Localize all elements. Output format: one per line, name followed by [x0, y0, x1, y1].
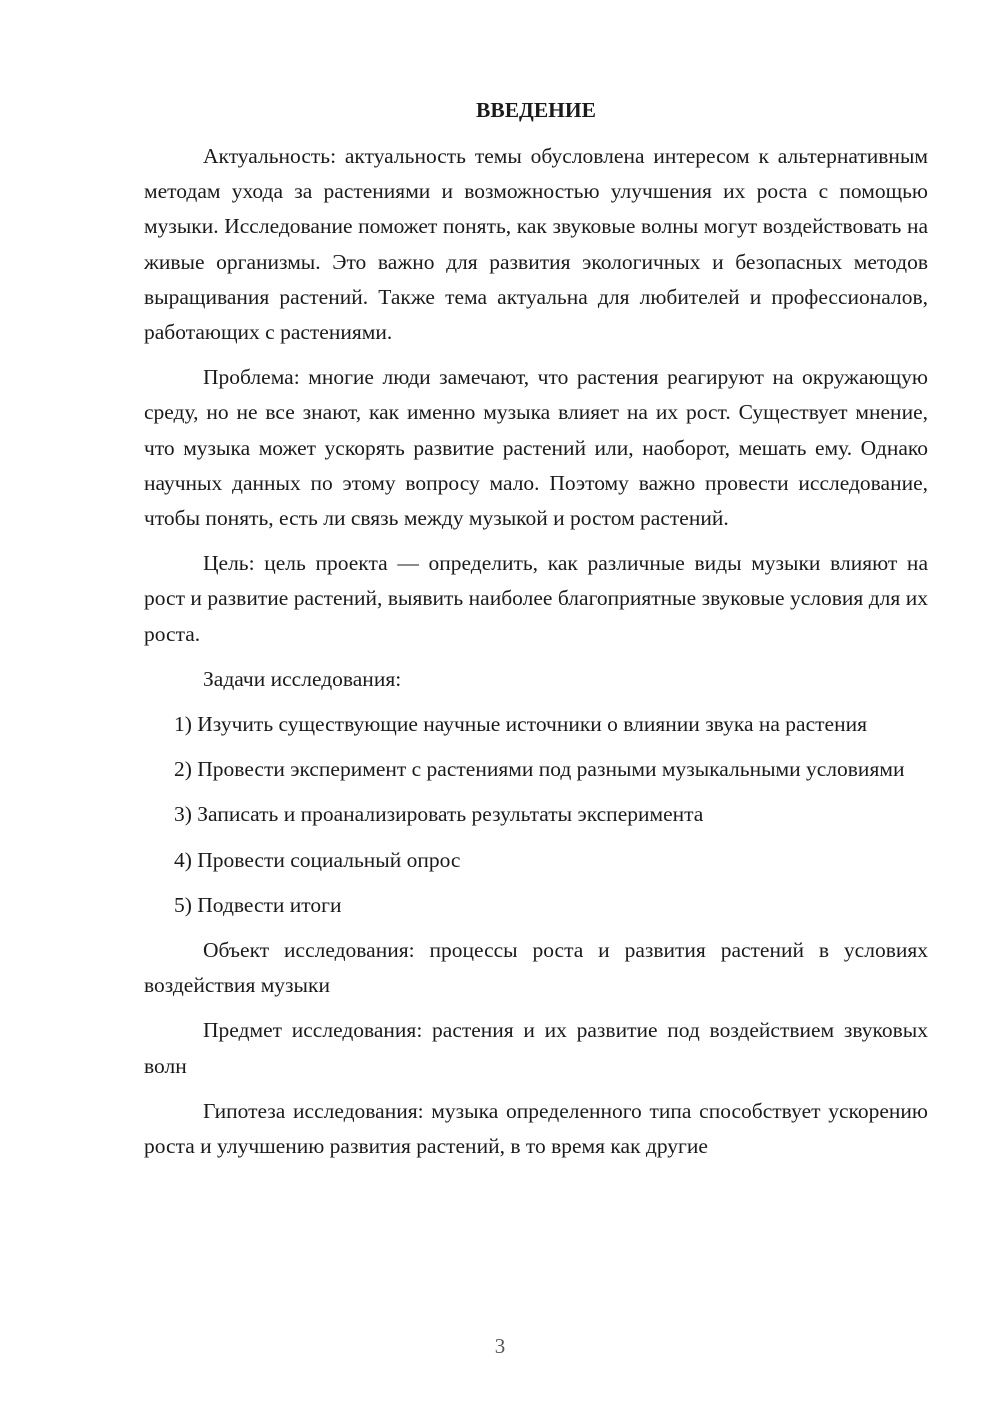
- task-item-1: 1) Изучить существующие научные источники о влиянии звука на растения: [174, 712, 867, 737]
- tasks-heading: Задачи исследования:: [203, 666, 402, 691]
- problem-paragraph: Проблема: многие люди замечают, что растения реагируют на окружающую среду, но не все знают, как именно музыка влияет на их рост. Существует мнение, что музыка может ускорять развитие растений или, наоборот, мешать ему. Однако научных данных по этому вопросу мало. Поэтому важно провести исследование, чтобы понять, есть ли связь между музыкой и ростом растений.: [144, 365, 928, 531]
- hypothesis-paragraph: Гипотеза исследования: музыка определенного типа способствует ускорению роста и улучшению развития растений, в то время как другие: [144, 1098, 928, 1159]
- section-title: ВВЕДЕНИЕ: [476, 98, 596, 122]
- task-item-4: 4) Провести социальный опрос: [174, 847, 461, 872]
- task-item-5: 5) Подвести итоги: [174, 892, 342, 917]
- page-number: 3: [494, 1334, 506, 1358]
- subject-paragraph: Предмет исследования: растения и их развитие под воздействием звуковых волн: [144, 1018, 928, 1078]
- object-paragraph: Объект исследования: процессы роста и развития растений в условиях воздействия музыки: [144, 938, 928, 998]
- task-item-3: 3) Записать и проанализировать результаты эксперимента: [174, 802, 704, 827]
- relevance-paragraph: Актуальность: актуальность темы обусловлена интересом к альтернативным методам ухода за растениями и возможностью улучшения их роста с помощью музыки. Исследование поможет понять, как звуковые волны могут воздействовать на живые организмы. Это важно для развития экологичных и безопасных методов выращивания растений. Также тема актуальна для любителей и профессионалов, работающих с растениями.: [144, 144, 928, 345]
- task-item-2: 2) Провести эксперимент с растениями под разными музыкальными условиями: [174, 757, 905, 782]
- goal-paragraph: Цель: цель проекта — определить, как различные виды музыки влияют на рост и развитие растений, выявить наиболее благоприятные звуковые условия для их роста.: [144, 551, 928, 646]
- document-page: [144, 95, 928, 1164]
